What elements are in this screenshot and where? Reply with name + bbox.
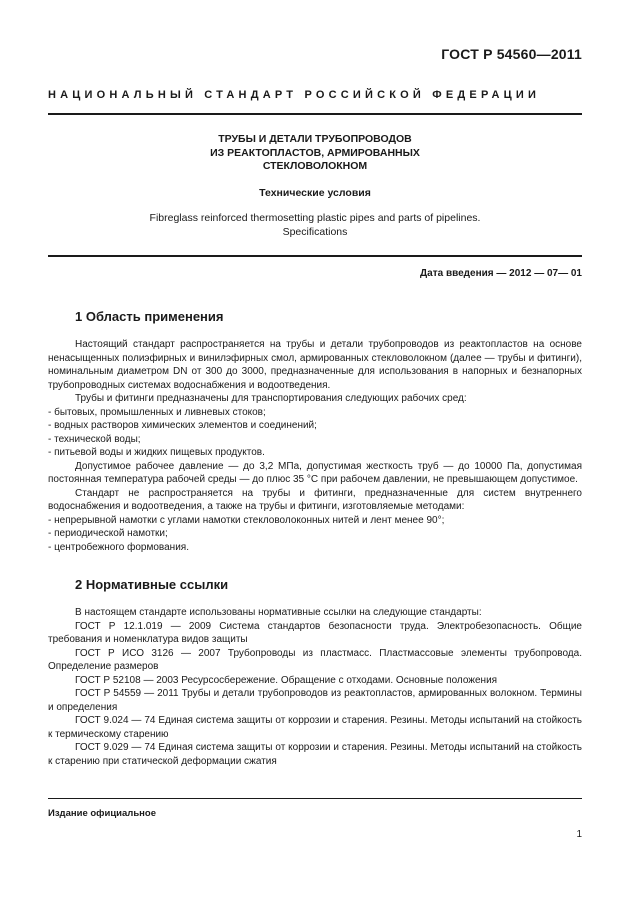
reference-item: ГОСТ Р 52108 — 2003 Ресурсосбережение. Обращение с отходами. Основные положения xyxy=(75,674,498,686)
standard-id: ГОСТ Р 54560—2011 xyxy=(441,46,582,62)
introduction-date: Дата введения — 2012 — 07— 01 xyxy=(420,268,582,279)
paragraph: Настоящий стандарт распространяется на трубы и детали трубопроводов из реактопластов на основе ненасыщенных полиэфирных и винилэфирных смол, армированных стекловолокном (далее — трубы и фитинги), номинальным диаметром DN от 300 до 3000, предназначенные для использования в напорных и безнапорных трубопроводных системах водоснабжения и водоотведения. xyxy=(48,339,582,391)
section-2-heading: 2 Нормативные ссылки xyxy=(75,577,229,592)
reference-item: ГОСТ Р ИСО 3126 — 2007 Трубопроводы из пластмасс. Пластмассовые элементы трубопровода. Определение размеров xyxy=(48,647,582,672)
title-bottom-rule xyxy=(48,255,582,257)
list-item: - технической воды; xyxy=(48,433,141,445)
list-item: - питьевой воды и жидких пищевых продуктов. xyxy=(48,447,265,458)
list-item: - бытовых, промышленных и ливневых стоков; xyxy=(48,406,266,418)
page-number: 1 xyxy=(576,829,582,840)
paragraph: Трубы и фитинги предназначены для транспортирования следующих рабочих сред: xyxy=(75,393,467,404)
reference-item: ГОСТ Р 12.1.019 — 2009 Система стандартов безопасности труда. Электробезопасность. Общие требования и номенклатура видов защиты xyxy=(48,620,582,645)
paragraph: Стандарт не распространяется на трубы и фитинги, предназначенные для систем внутреннего водоснабжения и водоотведения, а также на трубы и фитинги, изготовляемые методами: xyxy=(48,487,582,512)
reference-item: ГОСТ 9.029 — 74 Единая система защиты от коррозии и старения. Резины. Методы испытаний на стойкость к старению при статической деформации сжатия xyxy=(48,742,582,767)
reference-item: ГОСТ Р 54559 — 2011 Трубы и детали трубопроводов из реактопластов, армированных волокном. Термины и определения xyxy=(48,688,582,713)
reference-item: ГОСТ 9.024 — 74 Единая система защиты от коррозии и старения. Резины. Методы испытаний на стойкость к термическому старению xyxy=(48,715,582,740)
title-ru-line: ИЗ РЕАКТОПЛАСТОВ, АРМИРОВАННЫХ xyxy=(210,146,420,159)
list-item: - водных растворов химических элементов и соединений; xyxy=(48,420,317,431)
footer-rule xyxy=(48,798,582,799)
paragraph: В настоящем стандарте использованы нормативные ссылки на следующие стандарты: xyxy=(75,607,482,618)
title-ru-line: ТРУБЫ И ДЕТАЛИ ТРУБОПРОВОДОВ xyxy=(218,133,412,145)
title-ru-line: СТЕКЛОВОЛОКНОМ xyxy=(262,160,368,172)
top-rule xyxy=(48,113,582,115)
title-ru xyxy=(48,133,582,174)
list-item: - периодической намотки; xyxy=(48,528,168,539)
subtitle-ru: Технические условия xyxy=(259,187,371,199)
section-1-body xyxy=(48,338,582,554)
list-item: - непрерывной намотки с углами намотки стекловолоконных нитей и лент менее 90°; xyxy=(48,514,445,526)
paragraph: Допустимое рабочее давление — до 3,2 МПа, допустимая жесткость труб — до 10000 Па, допустимая постоянная температура рабочей среды — до плюс 35 °С при рабочем давлении, не превышающем допустимое. xyxy=(48,460,582,485)
title-en-line: Specifications xyxy=(282,225,348,238)
title-en-line: Fibreglass reinforced thermosetting plastic pipes and parts of pipelines. xyxy=(149,212,481,224)
section-2-body xyxy=(48,606,582,768)
title-en xyxy=(48,212,582,239)
national-standard-line: НАЦИОНАЛЬНЫЙ СТАНДАРТ РОССИЙСКОЙ ФЕДЕРАЦИИ xyxy=(48,89,541,101)
list-item: - центробежного формования. xyxy=(48,541,189,553)
section-1-heading: 1 Область применения xyxy=(75,309,224,324)
edition-label: Издание официальное xyxy=(48,808,156,819)
